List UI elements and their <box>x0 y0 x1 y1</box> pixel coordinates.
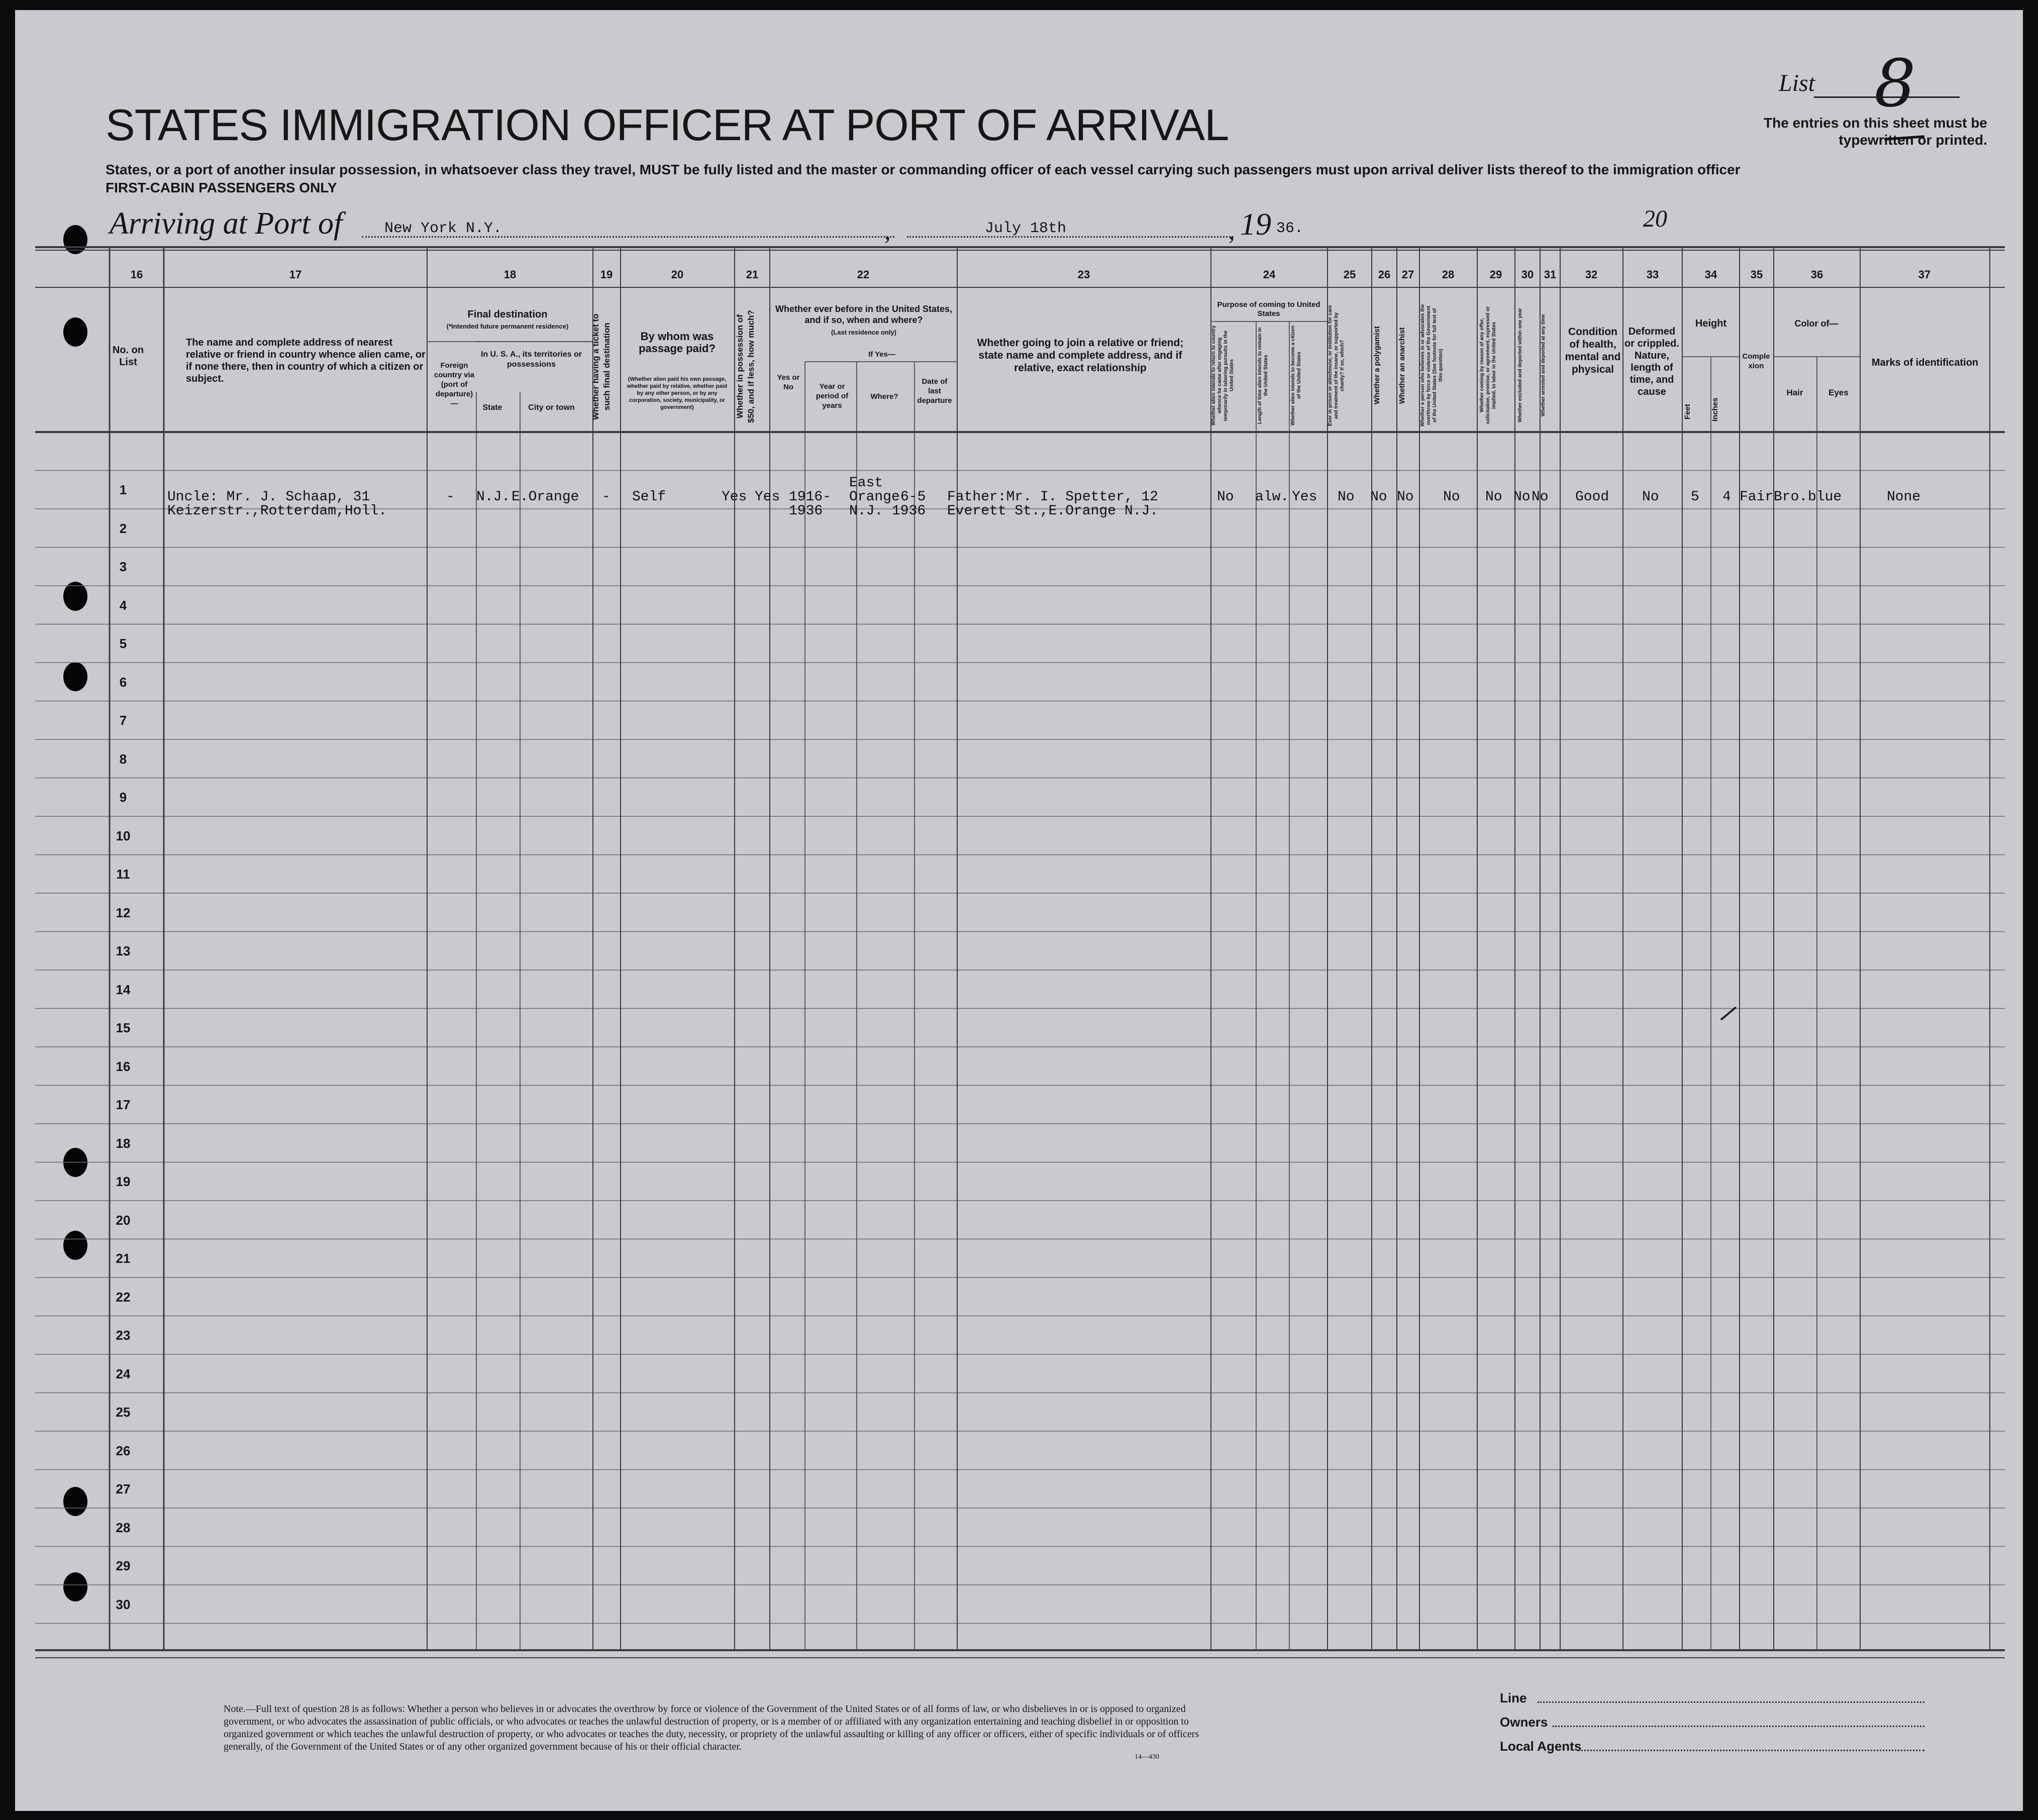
form-number: 14—430 <box>1135 1753 1159 1761</box>
footnote-question-28: Note.—Full text of question 28 is as follows: Whether a person who believes in or advocates the overthrow by force or violence of the Government of the United States or of all forms of law, or who disbelieves in or is opposed to organized government, or who advocates the assassination of public officials, or who advocates or teaches the unlawful destruction of property, or is a member of or affiliated with any organization entertaining and teaching disbelief in or opposition to organized government or which teaches the unlawful destruction of property, or who advocates or teaches the duty, necessity, or propriety of the unlawful assaulting or killing of any officer or officers, either of specific individuals or of officers generally, of the Government of the United States or of any other organized government because of his or their official character. <box>224 1703 1199 1752</box>
header-foreign-country: Foreign country via (port of departure)— <box>434 361 475 408</box>
header-marks: Marks of identification <box>1871 357 1979 368</box>
row-number: 21 <box>116 1251 131 1266</box>
pencil-tick <box>1721 1007 1736 1020</box>
row-number: 29 <box>116 1558 131 1573</box>
column-number: 35 <box>1750 268 1763 281</box>
feet-value: 5 <box>1691 489 1699 505</box>
column-number: 28 <box>1442 268 1455 281</box>
period-line2: 1936 <box>789 503 823 519</box>
comma: , <box>884 217 891 245</box>
column-number: 20 <box>671 268 684 281</box>
row-number: 9 <box>119 790 127 805</box>
row-number: 15 <box>116 1020 131 1035</box>
header-return-intent: Whether alien intends to return to country whence he came after engaging temporarily in laboring pursuits in the United States <box>1211 325 1235 426</box>
header-prison: Ever in prison or almshouse, or institution for care and treatment of the insane, or supported by charity? If so, which? <box>1328 305 1345 426</box>
become-citizen-value: Yes <box>1292 489 1317 505</box>
comma: , <box>1229 217 1235 245</box>
row-number: 2 <box>119 520 127 536</box>
list-label: List <box>1779 70 1815 96</box>
header-height: Height <box>1695 318 1727 329</box>
prison-value: No <box>1338 489 1355 505</box>
row-number: 25 <box>116 1405 131 1420</box>
row-number: 23 <box>116 1328 131 1343</box>
arriving-label: Arriving at Port of <box>110 206 343 241</box>
header-where: Where? <box>870 392 898 401</box>
date-value: July 18th <box>985 220 1067 237</box>
header-polygamist: Whether a polygamist <box>1373 326 1381 405</box>
inches-value: 4 <box>1722 489 1731 505</box>
column-number: 21 <box>746 268 759 281</box>
column-number: 37 <box>1918 268 1931 281</box>
header-health: Condition of health, mental and physical <box>1565 326 1621 375</box>
row-number: 1 <box>119 482 127 497</box>
header-last-departure: Date of last departure <box>917 377 952 405</box>
column-number: 34 <box>1704 268 1717 281</box>
column-number: 33 <box>1646 268 1659 281</box>
header-ever-before: Whether ever before in the United States, and if so, when and where? <box>775 304 953 325</box>
page-title: STATES IMMIGRATION OFFICER AT PORT OF ARRIVAL <box>106 100 1229 150</box>
anarchist-value: No <box>1397 489 1414 505</box>
header-state: State <box>482 403 502 412</box>
labor-offer-value: No <box>1485 489 1502 505</box>
complexion-value: Fair <box>1740 489 1774 505</box>
header-become-citizen: Whether alien intends to become a citizen of the United States <box>1290 326 1302 425</box>
column-number: 17 <box>289 268 302 281</box>
agents-label: Local Agents <box>1500 1739 1582 1754</box>
column-number: 29 <box>1489 268 1502 281</box>
row-number: 19 <box>116 1174 131 1189</box>
row-number: 4 <box>119 597 127 613</box>
header-purpose: Purpose of coming to United States <box>1217 300 1320 318</box>
column-number: 18 <box>503 268 517 281</box>
header-hair: Hair <box>1786 388 1803 397</box>
row-number: 20 <box>116 1212 131 1228</box>
foreign-via: - <box>446 489 455 505</box>
header-excluded: Whether excluded and deported within one year <box>1517 308 1523 423</box>
port-value: New York N.Y. <box>384 220 502 237</box>
line-label: Line <box>1500 1690 1527 1705</box>
header-in-usa: In U. S. A., its territories or possessions <box>480 350 582 369</box>
header-labor-offer: Whether coming by reason of any offer, solicitation, promise, or agreement, expressed or implied, to labor in the United States <box>1479 306 1497 424</box>
column-number: 16 <box>130 268 143 281</box>
row-number: 27 <box>116 1481 131 1496</box>
column-number: 22 <box>857 268 870 281</box>
row-number: 7 <box>119 713 127 728</box>
polygamist-value: No <box>1370 489 1387 505</box>
column-number: 26 <box>1378 268 1391 281</box>
year-prefix: 19 <box>1240 207 1271 242</box>
header-anarchist: Whether an anarchist <box>1398 327 1406 404</box>
row-number: 18 <box>116 1135 131 1151</box>
has-50-value: Yes <box>722 489 747 505</box>
header-city: City or town <box>528 403 575 412</box>
typewritten-note: The entries on this sheet must be typewritten or printed. <box>1764 115 1987 148</box>
header-paid-by-sub: (Whether alien paid his own passage, whether paid by relative, whether paid by any other person, or by any corporation, society, municipality, or government) <box>627 376 728 410</box>
column-number: 24 <box>1263 268 1276 281</box>
eyes-value: blue <box>1808 489 1842 505</box>
row-number: 3 <box>119 559 127 574</box>
header-nearest-relative: The name and complete address of nearest relative or friend in country whence alien came, or if none there, then in country of which a citizen or subject. <box>186 337 426 384</box>
where-line2: Orange <box>849 489 900 505</box>
return-intent-value: No <box>1217 489 1234 505</box>
paid-by-value: Self <box>632 489 666 505</box>
row-number: 16 <box>116 1058 131 1074</box>
row-number: 22 <box>116 1289 131 1305</box>
deformed-value: No <box>1642 489 1659 505</box>
header-ticket: Whether having a ticket to such final destination <box>591 313 612 420</box>
header-final-destination: Final destination <box>467 309 548 320</box>
row-number: 14 <box>116 982 131 997</box>
row-number: 11 <box>116 867 130 882</box>
column-number: 32 <box>1585 268 1598 281</box>
row-number: 6 <box>119 674 127 690</box>
destination-city: E.Orange <box>512 489 579 505</box>
marks-value: None <box>1887 489 1921 505</box>
class-note: FIRST-CABIN PASSENGERS ONLY <box>106 180 337 195</box>
header-feet: Feet <box>1683 404 1692 420</box>
header-complexion: Complexion <box>1742 352 1770 370</box>
year-suffix: 36. <box>1276 220 1304 237</box>
ticket-value: - <box>602 489 610 505</box>
column-number: 19 <box>600 268 613 281</box>
header-ever-before-sub: (Last residence only) <box>831 329 897 336</box>
header-eyes: Eyes <box>1828 388 1849 397</box>
row-number: 17 <box>116 1097 131 1112</box>
header-length-stay: Length of time alien intends to remain in the United States <box>1257 327 1269 424</box>
joining-line2: Everett St.,E.Orange N.J. <box>947 503 1159 519</box>
header-has-50: Whether in possession of $50, and if less, how much? <box>735 310 756 423</box>
departure-line1: 6-5 <box>900 489 926 505</box>
header-final-destination-sub: (*Intended future permanent residence) <box>446 323 569 330</box>
health-value: Good <box>1575 489 1609 505</box>
owners-dotline <box>1553 1726 1924 1727</box>
header-arrested: Whether arrested and deported at any time <box>1541 314 1546 417</box>
before-yes-no: Yes <box>755 489 780 505</box>
column-number: 36 <box>1810 268 1823 281</box>
page-mark: 20 <box>1643 205 1667 232</box>
list-number: 8 <box>1874 45 1916 122</box>
where-line3: N.J. <box>849 503 883 519</box>
relative-line2: Keizerstr.,Rotterdam,Holl. <box>167 503 387 519</box>
header-no-on-list: No. on List <box>112 345 144 368</box>
row-number: 26 <box>116 1443 131 1458</box>
header-color-of: Color of— <box>1794 318 1839 329</box>
column-number: 23 <box>1077 268 1090 281</box>
row-number: 30 <box>116 1596 131 1612</box>
row-number: 10 <box>116 828 131 843</box>
header-if-yes: If Yes— <box>868 350 895 359</box>
overthrow-value: No <box>1443 489 1460 505</box>
header-deformed: Deformed or crippled. Nature, length of time, and cause <box>1624 326 1679 397</box>
column-number: 25 <box>1343 268 1356 281</box>
joining-line1: Father:Mr. I. Spetter, 12 <box>947 489 1159 505</box>
row-number: 8 <box>119 751 127 767</box>
arrested-value: No <box>1532 489 1549 505</box>
row-number: 5 <box>119 636 127 651</box>
excluded-value: No <box>1513 489 1531 505</box>
where-line1: East <box>849 475 883 491</box>
row-number: 13 <box>116 943 131 958</box>
destination-state: N.J. <box>476 489 511 505</box>
subtitle-text: States, or a port of another insular possession, in whatsoever class they travel, MUST be fully listed and the master or commanding officer of each vessel carrying such passengers must upon arrival deliver lists thereof to the immigration officer <box>106 162 1741 177</box>
departure-line2: 1936 <box>892 503 926 519</box>
row-number: 24 <box>116 1366 131 1381</box>
owners-label: Owners <box>1500 1715 1548 1730</box>
column-number: 31 <box>1544 268 1557 281</box>
header-joining: Whether going to join a relative or friend; state name and complete address, and if relative, exact relationship <box>977 337 1184 374</box>
header-paid-by: By whom was passage paid? <box>639 330 716 355</box>
hair-value: Bro. <box>1774 489 1808 505</box>
line-dotline <box>1538 1701 1924 1703</box>
header-period: Year or period of years <box>816 382 849 410</box>
period-line1: 1916- <box>789 489 832 505</box>
column-number: 30 <box>1521 268 1534 281</box>
length-stay-value: alw. <box>1255 489 1289 505</box>
manifest-sheet <box>15 10 2023 1811</box>
header-overthrow: Whether a person who believes in or advocates the overthrow by force or violence of the Government of the United States (See footnote for full text of this question) <box>1420 304 1444 427</box>
header-yes-no: Yes or No <box>777 373 800 391</box>
header-inches: Inches <box>1711 397 1719 421</box>
row-number: 28 <box>116 1520 131 1535</box>
row-number: 12 <box>116 905 131 920</box>
agents-dotline <box>1578 1750 1924 1751</box>
relative-line1: Uncle: Mr. J. Schaap, 31 <box>167 489 370 505</box>
column-number: 27 <box>1401 268 1414 281</box>
